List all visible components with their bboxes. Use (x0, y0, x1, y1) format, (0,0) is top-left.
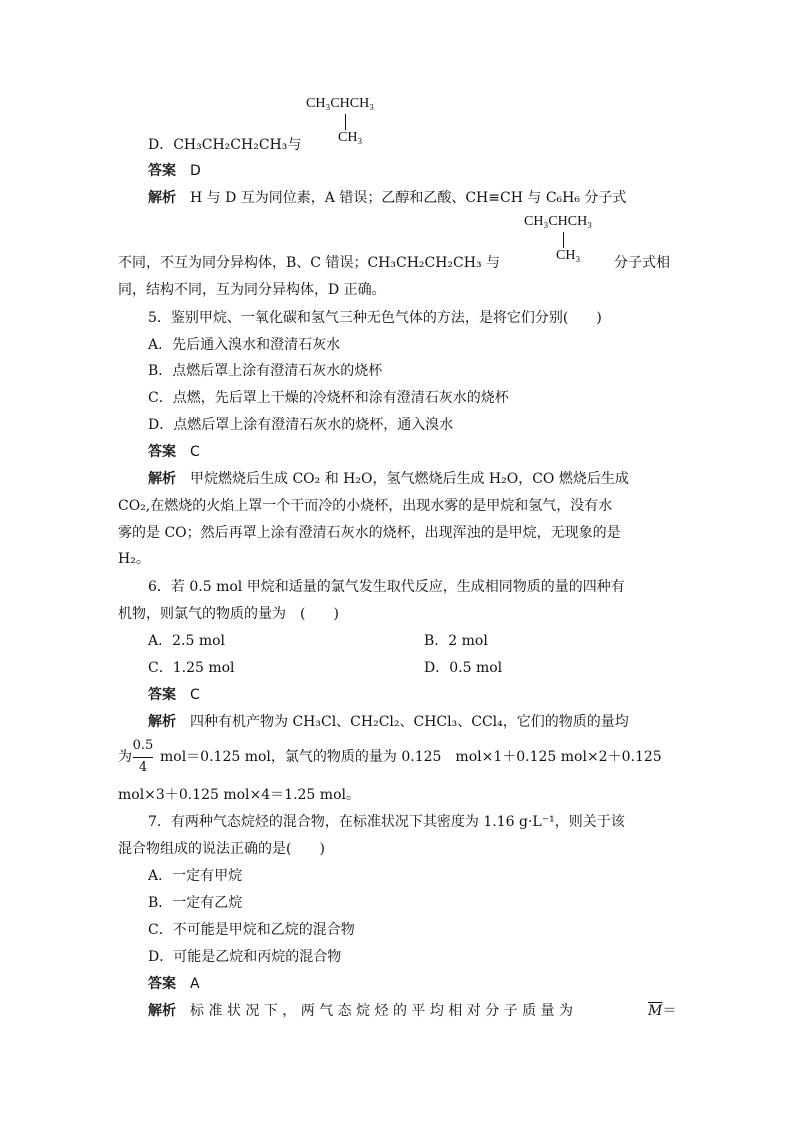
q7-stem-line2: 混合物组成的说法正确的是( ) (118, 841, 325, 857)
q6-stem-line1: 6．若 0.5 mol 甲烷和适量的氯气发生取代反应，生成相同物质的量的四种有 (148, 579, 625, 595)
structure-bond (563, 232, 564, 248)
fraction-bar (133, 757, 153, 758)
q6-analysis-line2b: mol＝0.125 mol，氯气的物质的量为 0.125 mol×1＋0.125 mol×2＋0.125 (160, 749, 662, 765)
q6-option-d: D．0.5 mol (424, 660, 503, 676)
q7-mean-molar-mass (648, 1002, 676, 1020)
q4-option-d: D．CH₃CH₂CH₂CH₃与 (148, 137, 302, 153)
q6-analysis-line3: mol×3＋0.125 mol×4＝1.25 mol。 (118, 787, 360, 803)
q6-analysis-line1: 解析 四种有机产物为 CH₃Cl、CH₂Cl₂、CHCl₃、CCl₄，它们的物质的量均 (148, 714, 629, 730)
q6-option-a: A．2.5 mol (148, 633, 226, 649)
structure-top-branch: CH₃ (338, 130, 363, 145)
q6-option-c: C．1.25 mol (148, 660, 235, 676)
q7-analysis-line1: 解析 标 准 状 况 下 ， 两 气 态 烷 烃 的 平 均 相 对 分 子 质 量 为 (148, 1003, 574, 1019)
q7-option-d: D．可能是乙烷和丙烷的混合物 (148, 949, 342, 965)
q6-answer: 答案 C (148, 687, 200, 703)
fraction-numerator: 0.5 (132, 738, 154, 753)
q5-option-c: C．点燃，先后罩上干燥的冷烧杯和涂有澄清石灰水的烧杯 (148, 390, 509, 406)
q4-analysis-line1: 解析 H 与 D 互为同位素，A 错误；乙醇和乙酸、CH≡CH 与 C₆H₆ 分子式 (148, 190, 627, 206)
structure-formula-mid (524, 214, 592, 230)
structure-formula-top (306, 96, 374, 112)
q4-analysis-line2a: 不同，不互为同分异构体，B、C 错误；CH₃CH₂CH₂CH₃ 与 (118, 255, 501, 271)
q5-stem: 5．鉴别甲烷、一氧化碳和氢气三种无色气体的方法，是将它们分别( ) (148, 310, 602, 326)
q6-stem-line2: 机物，则氯气的物质的量为 ( ) (118, 606, 339, 622)
structure-mid-main: CH₃CHCH₃ (524, 214, 593, 229)
q5-analysis-line1: 解析 甲烷燃烧后生成 CO₂ 和 H₂O，氢气燃烧后生成 H₂O，CO 燃烧后生成 (148, 471, 629, 487)
q6-option-b: B．2 mol (424, 633, 488, 649)
q4-analysis-line3: 同，结构不同，互为同分异构体，D 正确。 (118, 282, 386, 298)
fraction-denominator: 4 (138, 760, 148, 775)
equals-sign: ＝ (662, 1003, 677, 1019)
q7-stem-line1: 7．有两种气态烷烃的混合物，在标准状况下其密度为 1.16 g·L⁻¹，则关于该 (148, 814, 625, 830)
q6-analysis-line2a: 为 (118, 749, 132, 765)
q5-option-d: D．点燃后罩上涂有澄清石灰水的烧杯，通入溴水 (148, 417, 454, 433)
q5-analysis-line3: 雾的是 CO；然后再罩上涂有澄清石灰水的烧杯，出现浑浊的是甲烷，无现象的是 (118, 525, 621, 541)
q5-option-b: B．点燃后罩上涂有澄清石灰水的烧杯 (148, 363, 383, 379)
q5-analysis-line4: H₂。 (118, 551, 150, 567)
q7-option-b: B．一定有乙烷 (148, 895, 243, 911)
structure-top-main: CH₃CHCH₃ (306, 96, 375, 111)
q5-option-a: A．先后通入溴水和澄清石灰水 (148, 337, 341, 353)
q4-analysis-line2b: 分子式相 (614, 255, 670, 271)
q7-option-c: C．不可能是甲烷和乙烷的混合物 (148, 922, 355, 938)
q7-option-a: A．一定有甲烷 (148, 868, 243, 884)
structure-bond (345, 114, 346, 130)
structure-mid-branch: CH₃ (556, 248, 581, 263)
q5-answer: 答案 C (148, 444, 200, 460)
q7-answer: 答案 A (148, 976, 200, 992)
mean-mass-symbol: $\overline{M}$ (648, 1003, 663, 1019)
q4-answer: 答案 D (148, 163, 201, 179)
q5-analysis-line2: CO₂,在燃烧的火焰上罩一个干而冷的小烧杯，出现水雾的是甲烷和氢气，没有水 (118, 498, 613, 514)
